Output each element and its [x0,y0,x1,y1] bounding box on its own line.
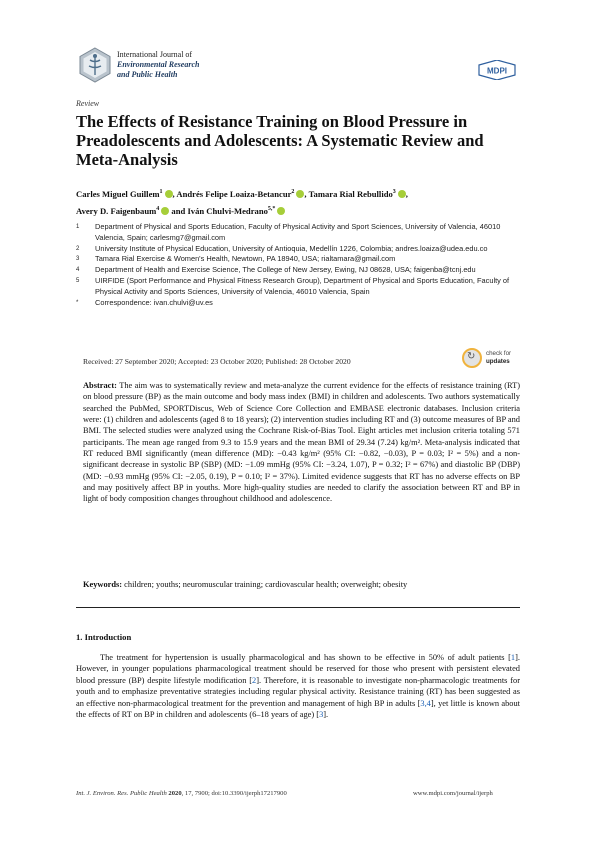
publication-dates: Received: 27 September 2020; Accepted: 23 October 2020; Published: 28 October 2020 [83,357,351,366]
author-name[interactable]: Avery D. Faigenbaum [76,206,157,216]
affiliation-item [76,265,520,276]
affiliation-text: Department of Health and Exercise Science, The College of New Jersey, Ewing, NJ 08628, USA; faigenba@tcnj.edu [95,265,476,275]
citation-link[interactable]: 2 [252,675,257,685]
intro-text: ]. Therefore, it is reasonable to investigate non-pharmacologic treatments for youth and to emphasize preventative strategies including regular physical activity. Resistance training (RT) has been suggested as an effective non-pharmacological treatment for the prevention and management of high BP in adults [ [76,675,520,708]
affiliation-item [76,222,520,244]
abstract-text: The aim was to systematically review and meta-analyze the current evidence for the effects of resistance training (RT) on blood pressure (BP) as the main outcome and body mass index (BMI) in children and adolescents. Two authors systematically searched the PubMed, SPORTDiscus, Web of Science Core Collection and EMBASE electronic databases. Inclusion criteria were: (1) children and adolescents (aged 8 to 18 years); (2) intervention studies including RT and (3) outcome measures of BP and BMI. The selected studies were analyzed using the Cochrane Risk-of-Bias Tool. Eight articles met inclusion criteria totaling 571 participants. The mean age ranged from 9.3 to 15.9 years and the mean BMI of 29.34 (7.24) kg/m². Meta-analysis indicated that RT reduced BMI significantly (mean difference (MD): −0.43 kg/m² (95% CI: −0.82, −0.03), P = 0.03; I² = 5%) and a non-significant decrease in systolic BP (SBP) (MD: −1.09 mmHg (95% CI: −3.24, 1.07), P = 0.32; I² = 67%) and diastolic BP (DBP) (MD: −0.93 mmHg (95% CI: −2.05, 0.19), P = 0.10; I² = 37%). Limited evidence suggests that RT has no adverse effects on BP and may positively affect BP in youths. More high-quality studies are needed to clarify the association between RT and BP in light of body composition changes throughout childhood and adolescence. [83,381,520,504]
orcid-icon[interactable] [296,190,304,198]
author-sup: 1 [159,189,163,195]
check-updates-icon: ↻ [462,348,482,368]
author-list: Carles Miguel Guillem$^1$ , Andrés Felipe Loaiza-Betancur$^2$ , Tamara Rial Rebullido$^3$ , Avery D. Faigenbaum$^4$ and Iván Chulvi-Medrano$^{5,*}$ [76,189,408,216]
affiliation-number: 4 [76,267,80,274]
journal-logo-icon [77,47,113,83]
footer-url[interactable]: www.mdpi.com/journal/ijerph [413,790,493,797]
article-type: Review [76,99,100,108]
footer-year: 2020 [168,790,182,797]
check-updates-label [486,350,511,365]
affiliation-list [76,222,520,308]
citation-link[interactable]: 1 [510,653,516,662]
affiliation-item [76,298,520,309]
journal-name-line1: International Journal of [117,50,193,59]
affiliation-text: University Institute of Physical Education, University of Antioquia, Medellín 1226, Colombia; andres.loaiza@udea.edu.co [95,243,488,253]
affiliation-item [76,244,520,255]
affiliation-number: 2 [76,245,80,252]
intro-text: ]. However, in younger populations pharmacological treatment should be reserved for those who present with persistent elevated blood pressure (BP) despite lifestyle modification [ [76,653,520,685]
footer-doi[interactable]: , 17, 7900; doi:10.3390/ijerph17217900 [181,790,287,797]
author-name[interactable]: Carles Miguel Guillem [76,189,160,199]
affiliation-text: UIRFIDE (Sport Performance and Physical Fitness Research Group), Department of Physical and Sports Education, Faculty of Physical Activity and Sports Sciences, University of Valencia, 46010 Valencia, Spain [95,275,510,296]
orcid-icon[interactable] [161,207,169,215]
author-sup: 5,* [267,206,276,212]
intro-text: The treatment for hypertension is usually pharmacological and has shown to be effective in 50% of adult patients [ [100,653,511,662]
journal-name-line2: Environmental Research [117,60,200,69]
keywords-label: Keywords: [83,580,123,589]
author-sup: 3 [392,189,396,195]
section-divider [76,607,520,608]
author-sup: 2 [291,189,295,195]
author-sup: 4 [156,206,160,212]
abstract-label: Abstract: [83,381,117,390]
orcid-icon[interactable] [165,190,173,198]
journal-name-line3: and Public Health [117,70,178,79]
intro-text: ], yet little is known about the effects of RT on BP in children and adolescents (6–18 years of age) [ [76,698,520,720]
check-updates-line2: updates [486,357,510,365]
affiliation-text: Department of Physical and Sports Education, Faculty of Physical Activity and Sport Sciences, University of Valencia, 46010 Valencia, Spain; carlesmg7@gmail.com [95,222,501,242]
affiliation-number: 3 [76,256,80,263]
mdpi-logo-text: MDPI [487,66,507,76]
abstract [83,380,520,505]
author-name[interactable]: Tamara Rial Rebullido [308,189,393,199]
journal-name [117,50,199,80]
affiliation-item [76,276,520,298]
affiliation-item [76,254,520,265]
citation-link[interactable]: 3 [319,710,324,720]
orcid-icon[interactable] [277,207,285,215]
footer-journal: Int. J. Environ. Res. Public Health [76,790,167,797]
check-updates-button[interactable] [462,346,522,372]
section-heading: 1. Introduction [76,632,132,642]
article-title: The Effects of Resistance Training on Blood Pressure in Preadolescents and Adolescents: A Systematic Review and Meta-Analysis [76,112,484,169]
author-name[interactable]: Iván Chulvi-Medrano [187,206,268,216]
affiliation-number: 5 [76,277,80,284]
keywords-text: children; youths; neuromuscular training; cardiovascular health; overweight; obesity [124,580,408,589]
check-updates-line1: check for [486,350,512,357]
correspondence-text: Correspondence: ivan.chulvi@uv.es [95,297,213,307]
affiliation-number: * [76,299,79,306]
author-name[interactable]: Andrés Felipe Loaiza-Betancur [176,189,292,199]
intro-text: ]. [323,710,329,720]
footer-citation [76,790,287,797]
intro-paragraph [76,652,520,720]
citation-link[interactable]: 3,4 [420,698,431,708]
keywords [83,580,520,589]
affiliation-text: Tamara Rial Exercise & Women's Health, Newtown, PA 18940, USA; rialtamara@gmail.com [95,254,396,264]
orcid-icon[interactable] [398,190,406,198]
mdpi-logo [477,60,517,80]
affiliation-number: 1 [76,224,80,230]
